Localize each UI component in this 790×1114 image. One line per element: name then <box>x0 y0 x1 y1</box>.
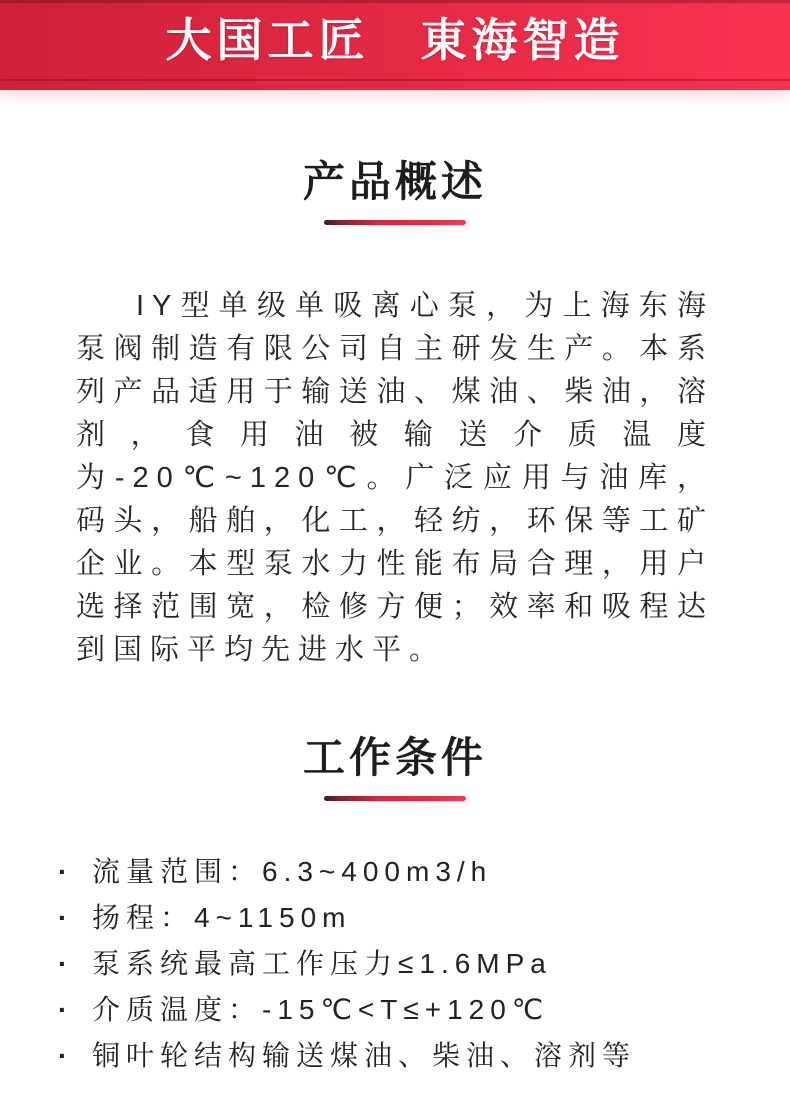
condition-item <box>58 941 750 987</box>
condition-text: 铜叶轮结构输送煤油、柴油、溶剂等 <box>92 1040 637 1071</box>
working-conditions-list <box>0 849 790 1079</box>
overview-heading: 产品概述 <box>302 158 487 205</box>
condition-item <box>58 987 750 1033</box>
working-conditions-section <box>0 730 790 1079</box>
conditions-heading-underline <box>324 796 466 801</box>
header-banner <box>0 0 790 90</box>
condition-item <box>58 849 750 895</box>
condition-item <box>58 1033 750 1079</box>
condition-text: 扬程：4~1150m <box>92 902 352 933</box>
banner-title: 大国工匠 東海智造 <box>165 14 625 66</box>
condition-text: 泵系统最高工作压力≤1.6MPa <box>92 948 552 979</box>
overview-paragraph: IY型单级单吸离心泵，为上海东海泵阀制造有限公司自主研发生产。本系列产品适用于输送油、煤油、柴油，溶剂，食用油被输送介质温度为-20℃~120℃。广泛应用与油库，码头，船舶，化工，轻纺，环保等工矿企业。本型泵水力性能布局合理，用户选择范围宽，检修方便；效率和吸程达到国际平均先进水平。 <box>76 290 714 666</box>
overview-heading-underline <box>324 220 466 225</box>
bullet-icon: · <box>58 902 74 933</box>
bullet-icon: · <box>58 948 74 979</box>
bullet-icon: · <box>58 1040 74 1071</box>
condition-text: 介质温度：-15℃<T≤+120℃ <box>92 994 550 1025</box>
bullet-icon: · <box>58 856 74 887</box>
product-overview-section <box>0 154 790 672</box>
bullet-icon: · <box>58 994 74 1025</box>
condition-item <box>58 895 750 941</box>
condition-text: 流量范围：6.3~400m3/h <box>92 856 493 887</box>
conditions-heading: 工作条件 <box>302 734 487 781</box>
